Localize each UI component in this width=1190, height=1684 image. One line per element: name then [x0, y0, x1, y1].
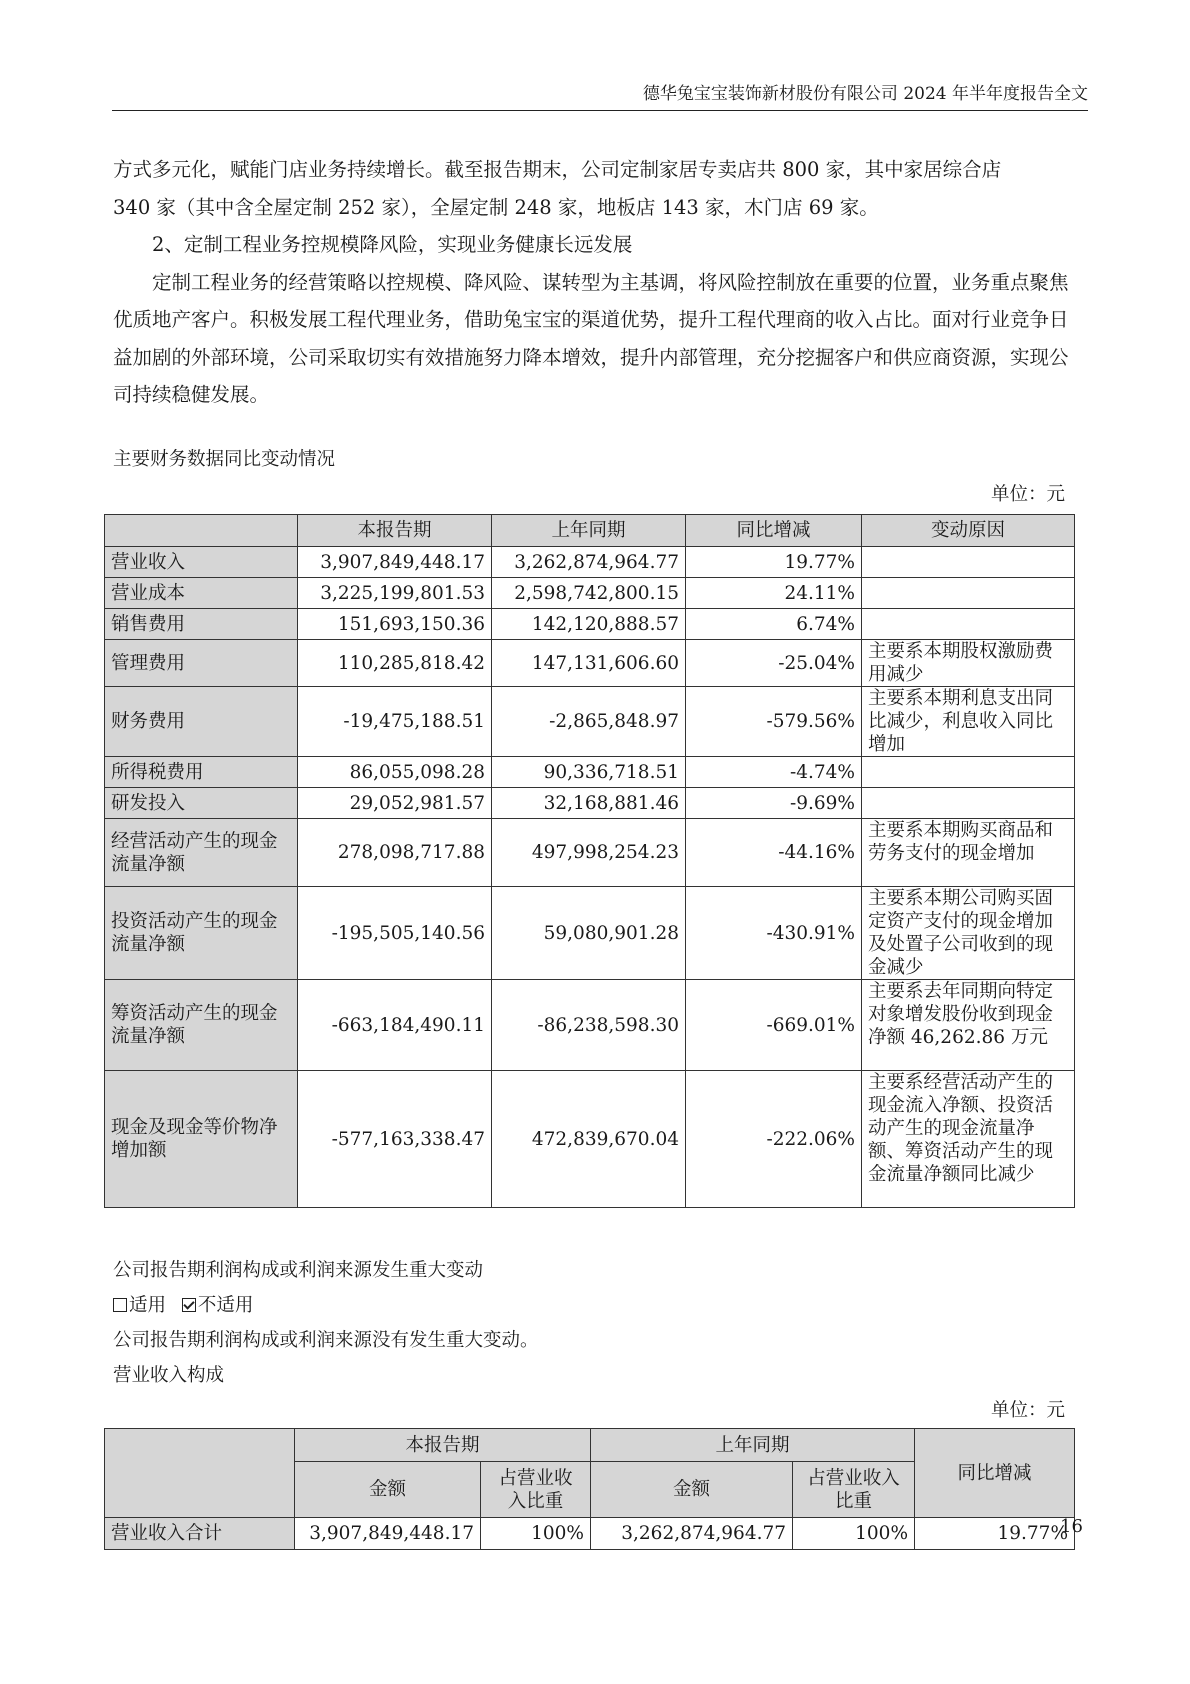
applicable-checkbox[interactable] [113, 1298, 127, 1312]
table1-previous-value: -86,238,598.30 [492, 980, 686, 1071]
table1-row-label: 销售费用 [105, 609, 298, 640]
body-text [113, 151, 1075, 414]
section-heading-2: 2、定制工程业务控规模降风险，实现业务健康长远发展 [152, 233, 633, 256]
table1-current-value: 3,907,849,448.17 [298, 547, 492, 578]
table1-unit: 单位：元 [990, 484, 1065, 505]
table1-row-label: 管理费用 [105, 640, 298, 687]
table1-previous-value: -2,865,848.97 [492, 687, 686, 757]
table1-change-value: -44.16% [686, 819, 862, 887]
table1-change-value: 19.77% [686, 547, 862, 578]
not-applicable-checkbox[interactable] [182, 1298, 196, 1312]
report-header: 德华兔宝宝装饰新材股份有限公司 2024 年半年度报告全文 [642, 84, 1088, 104]
table2-unit: 单位：元 [990, 1400, 1065, 1421]
table1-row [105, 609, 1075, 640]
table2-row-label: 营业收入合计 [105, 1518, 295, 1550]
table1-change-value: 24.11% [686, 578, 862, 609]
table2-header-current-ratio: 占营业收入比重 [481, 1462, 591, 1518]
table2-caption: 营业收入构成 [113, 1365, 225, 1386]
table1-previous-value: 147,131,606.60 [492, 640, 686, 687]
table1-current-value: -577,163,338.47 [298, 1071, 492, 1208]
profit-change-title: 公司报告期利润构成或利润来源发生重大变动 [113, 1260, 484, 1281]
table2-current-amount: 3,907,849,448.17 [295, 1518, 481, 1550]
table1-row [105, 757, 1075, 788]
table2-current-ratio: 100% [481, 1518, 591, 1550]
table1-reason [862, 609, 1075, 640]
table1-row [105, 547, 1075, 578]
table1-row [105, 640, 1075, 687]
table2-group-current: 本报告期 [295, 1429, 591, 1462]
table1-row-label: 所得税费用 [105, 757, 298, 788]
table1-row-label: 经营活动产生的现金流量净额 [105, 819, 298, 887]
table1-reason: 主要系经营活动产生的现金流入净额、投资活动产生的现金流量净额、筹资活动产生的现金流量净额同比减少 [862, 1071, 1075, 1208]
table1-header-current: 本报告期 [298, 515, 492, 547]
financial-change-table [104, 514, 1075, 1208]
revenue-composition-table [104, 1428, 1075, 1550]
table1-previous-value: 59,080,901.28 [492, 887, 686, 980]
table1-reason [862, 788, 1075, 819]
table1-change-value: -4.74% [686, 757, 862, 788]
table1-current-value: 278,098,717.88 [298, 819, 492, 887]
table1-previous-value: 497,998,254.23 [492, 819, 686, 887]
profit-change-statement: 公司报告期利润构成或利润来源没有发生重大变动。 [113, 1330, 539, 1351]
table1-row [105, 578, 1075, 609]
table1-current-value: 110,285,818.42 [298, 640, 492, 687]
table1-current-value: 86,055,098.28 [298, 757, 492, 788]
table2-header-previous-ratio: 占营业收入比重 [793, 1462, 915, 1518]
table1-row-label: 营业成本 [105, 578, 298, 609]
table1-previous-value: 3,262,874,964.77 [492, 547, 686, 578]
table2-group-previous: 上年同期 [591, 1429, 915, 1462]
table1-current-value: 29,052,981.57 [298, 788, 492, 819]
table1-header-change: 同比增减 [686, 515, 862, 547]
table1-reason: 主要系本期股权激励费用减少 [862, 640, 1075, 687]
table1-current-value: -195,505,140.56 [298, 887, 492, 980]
table1-previous-value: 32,168,881.46 [492, 788, 686, 819]
table1-row [105, 687, 1075, 757]
table1-current-value: -663,184,490.11 [298, 980, 492, 1071]
table1-row-label: 筹资活动产生的现金流量净额 [105, 980, 298, 1071]
table1-reason: 主要系本期购买商品和劳务支付的现金增加 [862, 819, 1075, 887]
applicability-options [113, 1293, 253, 1319]
table1-reason: 主要系本期利息支出同比减少，利息收入同比增加 [862, 687, 1075, 757]
table1-current-value: 151,693,150.36 [298, 609, 492, 640]
table1-caption: 主要财务数据同比变动情况 [113, 449, 336, 470]
not-applicable-label: 不适用 [197, 1295, 254, 1316]
paragraph-2: 定制工程业务的经营策略以控规模、降风险、谋转型为主基调，将风险控制放在重要的位置，业务重点聚焦优质地产客户。积极发展工程代理业务，借助兔宝宝的渠道优势，提升工程代理商的收入占比。面对行业竞争日益加剧的外部环境，公司采取切实有效措施努力降本增效，提升内部管理，充分挖掘客户和供应商资源，实现公司持续稳健发展。 [113, 270, 1069, 406]
table1-change-value: -669.01% [686, 980, 862, 1071]
table1-previous-value: 142,120,888.57 [492, 609, 686, 640]
table1-row-label: 财务费用 [105, 687, 298, 757]
paragraph-1-line-2: 340 家（其中含全屋定制 252 家），全屋定制 248 家，地板店 143 家，木门店 69 家。 [113, 195, 879, 219]
table2-header-change: 同比增减 [915, 1429, 1075, 1518]
table1-reason [862, 757, 1075, 788]
table2-previous-amount: 3,262,874,964.77 [591, 1518, 793, 1550]
table1-row-label: 研发投入 [105, 788, 298, 819]
table1-row-label: 营业收入 [105, 547, 298, 578]
table1-change-value: -9.69% [686, 788, 862, 819]
table1-header-previous: 上年同期 [492, 515, 686, 547]
page-number: 16 [1060, 1516, 1083, 1537]
table2-header-blank [105, 1429, 295, 1518]
table1-change-value: -25.04% [686, 640, 862, 687]
table1-current-value: -19,475,188.51 [298, 687, 492, 757]
table1-row [105, 887, 1075, 980]
table1-reason [862, 547, 1075, 578]
table1-row [105, 1071, 1075, 1208]
table1-row [105, 788, 1075, 819]
table1-previous-value: 472,839,670.04 [492, 1071, 686, 1208]
applicable-label: 适用 [129, 1295, 167, 1316]
table1-previous-value: 2,598,742,800.15 [492, 578, 686, 609]
table1-row-label: 现金及现金等价物净增加额 [105, 1071, 298, 1208]
table1-row [105, 819, 1075, 887]
table1-change-value: -579.56% [686, 687, 862, 757]
table1-header-reason: 变动原因 [862, 515, 1075, 547]
table2-previous-ratio: 100% [793, 1518, 915, 1550]
paragraph-1-line-1: 方式多元化，赋能门店业务持续增长。截至报告期末，公司定制家居专卖店共 800 家，其中家居综合店 [113, 158, 1002, 181]
table1-reason: 主要系去年同期向特定对象增发股份收到现金净额 46,262.86 万元 [862, 980, 1075, 1071]
table2-header-current-amount: 金额 [295, 1462, 481, 1518]
table1-reason [862, 578, 1075, 609]
table1-change-value: 6.74% [686, 609, 862, 640]
table1-change-value: -222.06% [686, 1071, 862, 1208]
table1-header-blank [105, 515, 298, 547]
table2-header-previous-amount: 金额 [591, 1462, 793, 1518]
table1-previous-value: 90,336,718.51 [492, 757, 686, 788]
table2-change: 19.77% [915, 1518, 1075, 1550]
table1-change-value: -430.91% [686, 887, 862, 980]
table1-row [105, 980, 1075, 1071]
table1-row-label: 投资活动产生的现金流量净额 [105, 887, 298, 980]
header-divider [112, 110, 1088, 111]
table1-reason: 主要系本期公司购买固定资产支付的现金增加及处置子公司收到的现金减少 [862, 887, 1075, 980]
table1-current-value: 3,225,199,801.53 [298, 578, 492, 609]
